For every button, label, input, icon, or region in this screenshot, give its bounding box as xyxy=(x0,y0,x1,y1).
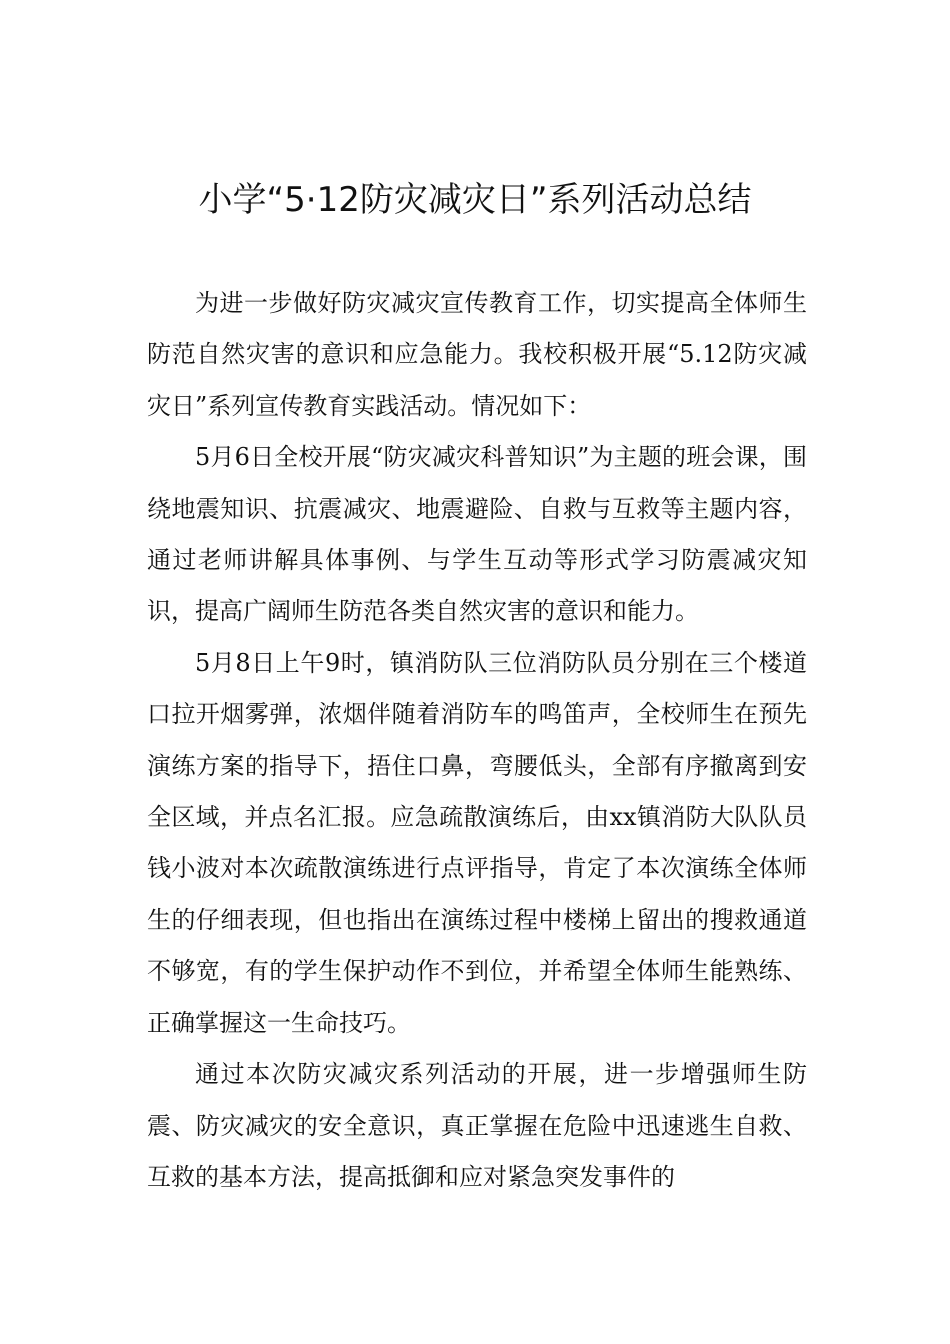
document-body xyxy=(147,278,807,1203)
document-title: 小学“5·12防灾减灾日”系列活动总结 xyxy=(198,180,752,220)
paragraph-intro: 为进一步做好防灾减灾宣传教育工作，切实提高全体师生防范自然灾害的意识和应急能力。我校积极开展“5.12防灾减灾日”系列宣传教育实践活动。情况如下： xyxy=(147,289,807,420)
paragraph-class-meeting: 5月6日全校开展“防灾减灾科普知识”为主题的班会课，围绕地震知识、抗震减灾、地震避险、自救与互救等主题内容，通过老师讲解具体事例、与学生互动等形式学习防震减灾知识，提高广阔师生防范各类自然灾害的意识和能力。 xyxy=(147,443,807,626)
paragraph-evacuation-drill: 5月8日上午9时，镇消防队三位消防队员分别在三个楼道口拉开烟雾弹，浓烟伴随着消防车的鸣笛声，全校师生在预先演练方案的指导下，捂住口鼻，弯腰低头，全部有序撤离到安全区域，并点名汇报。应急疏散演练后，由xx镇消防大队队员钱小波对本次疏散演练进行点评指导，肯定了本次演练全体师生的仔细表现，但也指出在演练过程中楼梯上留出的搜救通道不够宽，有的学生保护动作不到位，并希望全体师生能熟练、正确掌握这一生命技巧。 xyxy=(147,648,807,1037)
paragraph-summary: 通过本次防灾减灾系列活动的开展，进一步增强师生防震、防灾减灾的安全意识，真正掌握在危险中迅速逃生自救、互救的基本方法，提高抵御和应对紧急突发事件的 xyxy=(147,1060,807,1191)
